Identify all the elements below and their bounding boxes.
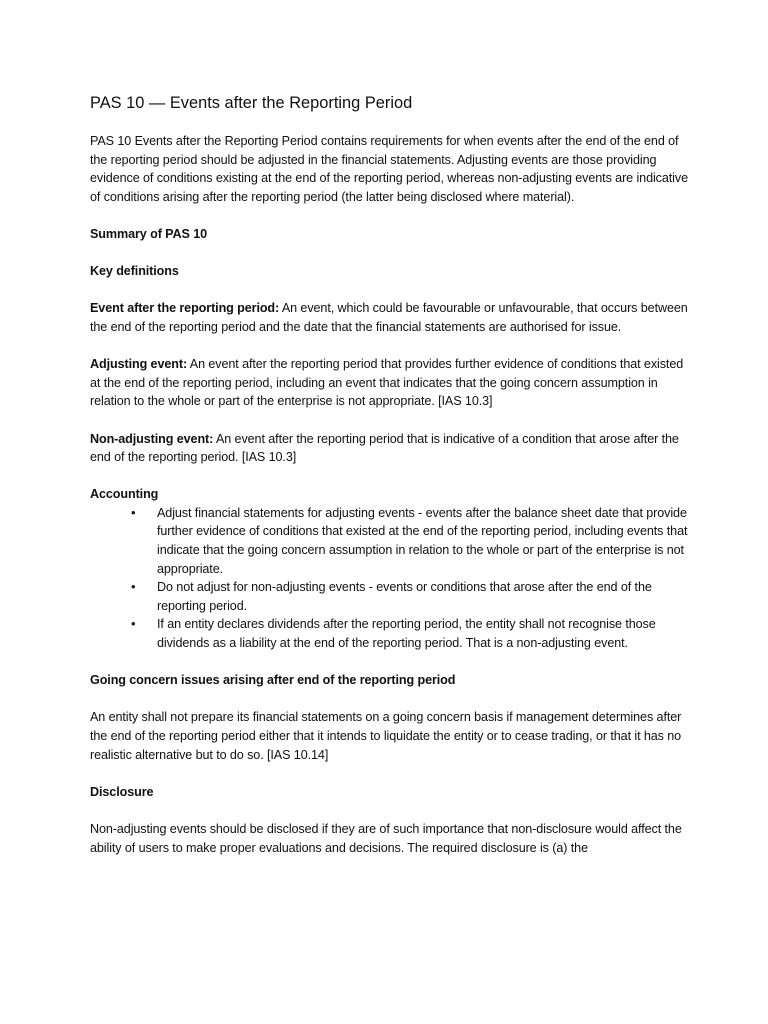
definition-term: Adjusting event:	[90, 357, 188, 372]
list-item-text: Adjust financial statements for adjusting events - events after the balance sheet date that provide further evidence of conditions that existed at the end of the reporting period, including events that indicate that the going concern assumption in relation to the whole or part of the enterprise is not appropriate.	[157, 505, 688, 576]
definition-non-adjusting-event	[90, 430, 690, 467]
disclosure-paragraph: Non-adjusting events should be disclosed if they are of such importance that non-disclosure would affect the ability of users to make proper evaluations and decisions. The required disclosure is (a) the	[90, 821, 682, 855]
accounting-bullet-list	[90, 504, 690, 653]
definition-text: An event after the reporting period that is indicative of a condition that arose after the end of the reporting period. [IAS 10.3]	[90, 431, 679, 465]
accounting-heading: Accounting	[90, 487, 159, 502]
going-concern-paragraph: An entity shall not prepare its financial statements on a going concern basis if management determines after the end of the reporting period either that it intends to liquidate the entity or to cease trading, or that it has no realistic alternative but to do so. [IAS 10.14]	[90, 710, 682, 762]
going-concern-heading: Going concern issues arising after end of the reporting period	[90, 673, 456, 688]
disclosure-heading: Disclosure	[90, 784, 154, 799]
definition-adjusting-event	[90, 355, 690, 411]
key-definitions-heading: Key definitions	[90, 264, 179, 279]
document-title: PAS 10 — Events after the Reporting Period	[90, 94, 413, 112]
list-item	[90, 578, 690, 615]
list-item	[90, 615, 690, 652]
list-item	[90, 504, 690, 578]
intro-paragraph: PAS 10 Events after the Reporting Period contains requirements for when events after the end of the end of the reporting period should be adjusted in the financial statements. Adjusting events are those providing evidence of conditions existing at the end of the reporting period, whereas non-adjusting events are indicative of conditions arising after the reporting period (the latter being disclosed where material).	[90, 134, 688, 204]
definition-text: An event after the reporting period that provides further evidence of conditions that existed at the end of the reporting period, including an event that indicates that the going concern assumption in relation to the whole or part of the enterprise is not appropriate. [IAS 10.3]	[90, 357, 684, 409]
definition-term: Non-adjusting event:	[90, 431, 214, 446]
bullet-icon: •	[131, 616, 136, 632]
bullet-icon: •	[131, 504, 136, 520]
list-item-text: Do not adjust for non-adjusting events - events or conditions that arose after the end of the reporting period.	[157, 580, 652, 613]
bullet-icon: •	[131, 579, 136, 595]
list-item-text: If an entity declares dividends after the reporting period, the entity shall not recognise those dividends as a liability at the end of the reporting period. That is a non-adjusting event.	[157, 617, 656, 651]
definition-term: Event after the reporting period:	[90, 301, 280, 316]
definition-text: An event, which could be favourable or unfavourable, that occurs between the end of the reporting period and the date that the financial statements are authorised for issue.	[90, 301, 688, 334]
document-body	[90, 92, 690, 876]
summary-heading: Summary of PAS 10	[90, 226, 208, 241]
definition-event-after-reporting-period	[90, 299, 690, 336]
